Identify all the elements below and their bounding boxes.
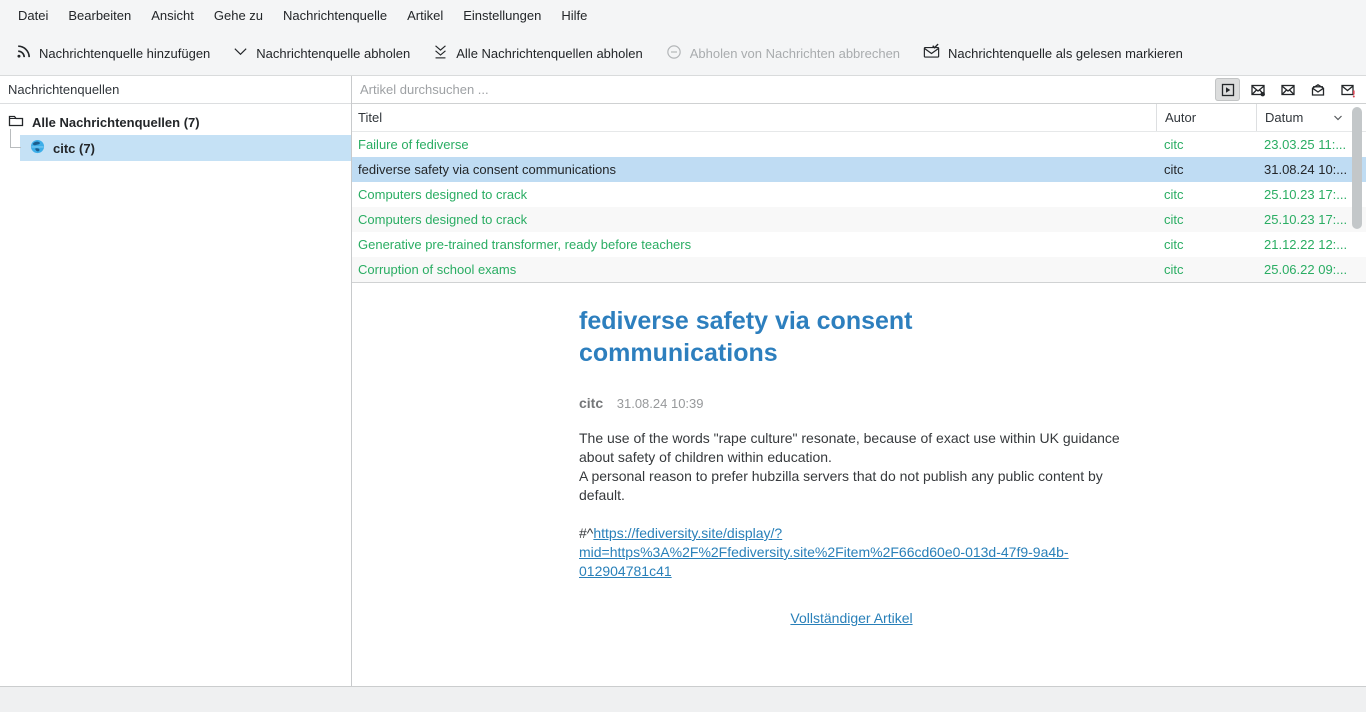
article-row[interactable] [352,132,1366,157]
article-title: fediverse safety via consent communications [579,307,913,367]
article-row-title: Failure of fediverse [358,137,469,152]
menu-artikel[interactable]: Artikel [407,8,444,23]
article-row-author: citc [1164,262,1184,277]
menu-hilfe[interactable]: Hilfe [561,8,588,23]
article-row-title: fediverse safety via consent communications [358,162,616,177]
sidebar-item-citc[interactable] [0,135,351,161]
combined-view-toggle-button[interactable] [1215,78,1240,101]
filter-unread-button[interactable] [1275,78,1300,101]
article-body [579,429,1124,581]
mark-feed-read-button[interactable] [913,36,1192,70]
menu-einstellungen[interactable]: Einstellungen [463,8,542,23]
feed-tree-panel [0,76,352,686]
main-toolbar [0,31,1366,76]
article-row-date: 25.06.22 09:... [1264,262,1348,277]
article-row-author: citc [1164,187,1184,202]
article-row-author: citc [1164,212,1184,227]
menu-nachrichtenquelle[interactable]: Nachrichtenquelle [283,8,388,23]
article-row-date: 31.08.24 10:... [1264,162,1348,177]
fetch-all-feeds-label: Alle Nachrichtenquellen abholen [456,45,643,61]
feed-tree-header: Nachrichtenquellen [0,76,351,104]
chevron-down-icon [232,43,249,63]
article-meta [579,395,1124,411]
article-panel [352,76,1366,686]
fetch-feed-label: Nachrichtenquelle abholen [256,45,411,61]
status-bar [0,686,1366,712]
add-feed-label: Nachrichtenquelle hinzufügen [39,45,211,61]
add-feed-button[interactable] [6,37,219,69]
article-source-link[interactable]: https://fediversity.site/display/?mid=https%3A%2F%2Ffediversity.site%2Fitem%2F66cd60e0-013d-47f9-9a4b-012904781c41 [579,525,1069,579]
filter-buttons [1213,76,1366,103]
article-list-scrollbar[interactable] [1352,107,1362,276]
fetch-all-feeds-button[interactable] [423,37,651,69]
full-article-link[interactable]: Vollständiger Artikel [790,610,913,626]
mark-feed-read-label: Nachrichtenquelle als gelesen markieren [948,45,1183,61]
menu-bar [0,0,1366,31]
article-row[interactable] [352,232,1366,257]
tree-branch-line [10,129,21,148]
article-row-date: 21.12.22 12:... [1264,237,1348,252]
feed-tree [0,104,351,161]
envelope-important-icon [1340,82,1356,98]
circle-minus-icon [665,43,683,64]
menu-bearbeiten[interactable]: Bearbeiten [68,8,132,23]
play-box-icon [1220,82,1236,98]
article-row-date: 23.03.25 11:... [1264,137,1347,152]
article-row-author: citc [1164,237,1184,252]
column-header-autor[interactable]: Autor [1156,104,1256,131]
envelope-open-icon [1310,82,1326,98]
article-body-paragraph: The use of the words "rape culture" resonate, because of exact use within UK guidance about safety of children within education. [579,430,1120,465]
article-row-title: Corruption of school exams [358,262,517,277]
sort-chevron-down-icon [1332,112,1344,127]
article-row-title: Computers designed to crack [358,212,528,227]
article-row-date: 25.10.23 17:... [1264,212,1348,227]
abort-fetch-label: Abholen von Nachrichten abbrechen [689,45,901,61]
filter-read-button[interactable] [1305,78,1330,101]
menu-ansicht[interactable]: Ansicht [151,8,194,23]
menu-datei[interactable]: Datei [18,8,49,23]
article-row-date: 25.10.23 17:... [1264,187,1348,202]
fetch-feed-button[interactable] [223,37,419,69]
article-row[interactable] [352,182,1366,207]
article-row-selected[interactable] [352,157,1366,182]
article-row-author: citc [1164,162,1184,177]
envelope-closed-icon [1280,82,1296,98]
abort-fetch-button [656,37,909,70]
rss-icon [15,43,32,63]
citc-feed-label: citc (7) [53,140,95,156]
filter-important-button[interactable] [1335,78,1360,101]
column-header-titel[interactable]: Titel [358,110,383,125]
search-input[interactable] [352,76,1213,103]
article-body-paragraph: A personal reason to prefer hubzilla servers that do not publish any public content by default. [579,468,1103,503]
article-list [352,104,1366,283]
article-row[interactable] [352,207,1366,232]
article-list-header [352,104,1366,132]
menu-gehe-zu[interactable]: Gehe zu [213,8,264,23]
article-row[interactable] [352,257,1366,282]
globe-icon [30,139,45,157]
column-header-datum[interactable]: Datum [1256,104,1366,131]
article-viewer [352,283,1366,686]
envelope-dot-icon [1250,82,1266,98]
article-row-author: citc [1164,137,1184,152]
article-row-title: Generative pre-trained transformer, ready before teachers [358,237,692,252]
sidebar-item-all-feeds[interactable] [0,109,351,135]
link-prefix: #^ [579,525,594,541]
search-bar [352,76,1366,104]
article-date: 31.08.24 10:39 [616,396,704,411]
all-feeds-label: Alle Nachrichtenquellen (7) [32,114,200,130]
filter-new-button[interactable] [1245,78,1270,101]
article-author: citc [579,395,604,411]
article-row-title: Computers designed to crack [358,187,528,202]
envelope-check-icon [922,42,941,64]
double-chevron-down-icon [432,43,449,63]
content-area [0,76,1366,686]
scrollbar-thumb[interactable] [1352,107,1362,229]
